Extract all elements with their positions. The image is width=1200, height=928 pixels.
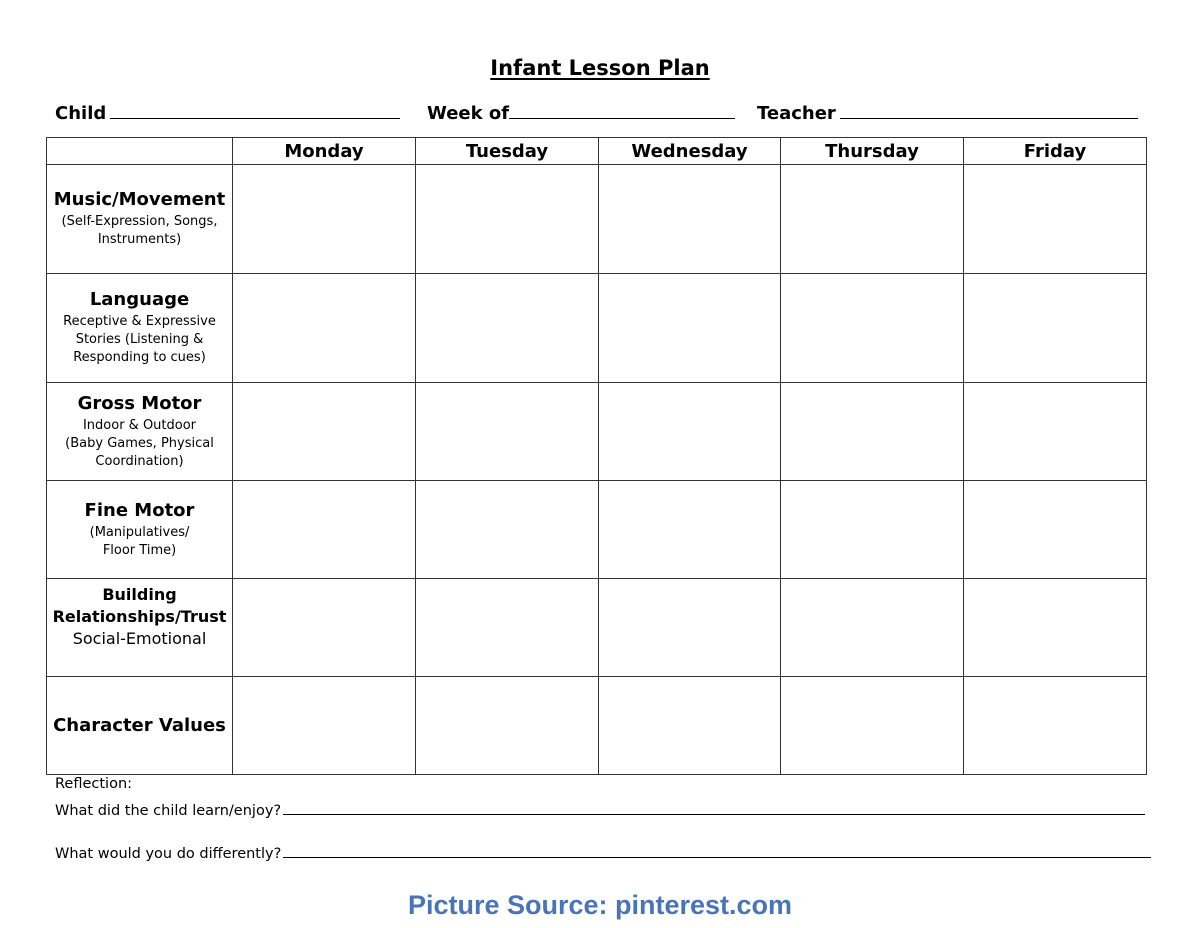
plan-cell[interactable]: [964, 481, 1147, 579]
plan-cell[interactable]: [599, 274, 781, 383]
subtitle-line: Floor Time): [102, 542, 177, 558]
reflection-q2[interactable]: [55, 843, 1151, 862]
table-row: [47, 579, 1147, 677]
category-subtitle: [47, 213, 232, 249]
week-field[interactable]: [427, 100, 735, 124]
plan-cell[interactable]: [781, 677, 964, 775]
plan-cell[interactable]: [599, 165, 781, 274]
category-cell: [47, 481, 233, 579]
day-header: Tuesday: [416, 138, 599, 165]
day-header: Wednesday: [599, 138, 781, 165]
child-field[interactable]: [55, 100, 400, 124]
subtitle-line: (Manipulatives/: [89, 524, 190, 540]
plan-cell[interactable]: [781, 274, 964, 383]
category-subtitle: Social-Emotional: [72, 629, 207, 648]
page-title: Infant Lesson Plan: [490, 56, 710, 80]
q2-line[interactable]: [283, 843, 1151, 858]
category-title: [47, 584, 232, 628]
plan-cell[interactable]: [964, 165, 1147, 274]
week-label: Week of: [427, 103, 510, 124]
q2-label: What would you do differently?: [55, 846, 282, 862]
header-row: [47, 138, 1147, 165]
plan-cell[interactable]: [599, 383, 781, 481]
table-row: [47, 274, 1147, 383]
plan-cell[interactable]: [416, 383, 599, 481]
plan-cell[interactable]: [781, 579, 964, 677]
category-cell: [47, 579, 233, 677]
category-title: Music/Movement: [53, 189, 226, 210]
plan-cell[interactable]: [233, 383, 416, 481]
plan-cell[interactable]: [599, 677, 781, 775]
plan-cell[interactable]: [599, 481, 781, 579]
corner-cell: [47, 138, 233, 165]
plan-cell[interactable]: [233, 579, 416, 677]
category-subtitle: [47, 524, 232, 560]
table-row: [47, 481, 1147, 579]
plan-cell[interactable]: [964, 383, 1147, 481]
plan-cell[interactable]: [416, 677, 599, 775]
category-subtitle: [47, 417, 232, 471]
plan-cell[interactable]: [964, 274, 1147, 383]
picture-source: Picture Source: pinterest.com: [407, 890, 793, 920]
subtitle-line: Responding to cues): [73, 350, 206, 365]
reflection-q1[interactable]: [55, 800, 1145, 819]
category-title: Language: [89, 289, 190, 310]
subtitle-line: Coordination): [95, 453, 184, 469]
plan-cell[interactable]: [781, 165, 964, 274]
category-title: Character Values: [53, 714, 226, 736]
teacher-line[interactable]: [840, 100, 1138, 119]
plan-cell[interactable]: [599, 579, 781, 677]
subtitle-line: (Self-Expression, Songs,: [61, 214, 218, 229]
day-header: Thursday: [781, 138, 964, 165]
subtitle-line: Indoor & Outdoor: [82, 417, 197, 433]
plan-cell[interactable]: [416, 274, 599, 383]
category-title: Gross Motor: [77, 392, 202, 414]
plan-cell[interactable]: [233, 165, 416, 274]
subtitle-line: Stories (Listening &: [75, 332, 204, 347]
plan-cell[interactable]: [233, 481, 416, 579]
day-header: Monday: [233, 138, 416, 165]
plan-cell[interactable]: [233, 677, 416, 775]
title-line: Building: [102, 585, 177, 604]
table-row: [47, 165, 1147, 274]
title-line: Relationships/Trust: [52, 607, 227, 626]
child-line[interactable]: [110, 100, 400, 119]
category-subtitle: [47, 313, 232, 367]
category-cell: [47, 383, 233, 481]
q1-label: What did the child learn/enjoy?: [55, 803, 282, 819]
plan-cell[interactable]: [416, 165, 599, 274]
plan-cell[interactable]: [416, 481, 599, 579]
subtitle-line: Receptive & Expressive: [63, 314, 216, 329]
teacher-label: Teacher: [757, 103, 836, 124]
teacher-field[interactable]: [757, 100, 1138, 124]
category-cell: [47, 274, 233, 383]
plan-cell[interactable]: [416, 579, 599, 677]
lesson-plan-table: [46, 137, 1147, 775]
plan-cell[interactable]: [964, 579, 1147, 677]
category-cell: [47, 165, 233, 274]
plan-cell[interactable]: [781, 481, 964, 579]
child-label: Child: [55, 103, 107, 124]
day-header: Friday: [964, 138, 1147, 165]
info-row: [55, 100, 1145, 126]
category-cell: [47, 677, 233, 775]
subtitle-line: (Baby Games, Physical: [65, 435, 214, 451]
q1-line[interactable]: [283, 800, 1145, 815]
subtitle-line: Instruments): [97, 232, 182, 247]
plan-cell[interactable]: [964, 677, 1147, 775]
plan-cell[interactable]: [233, 274, 416, 383]
category-title: Fine Motor: [84, 499, 195, 521]
week-line[interactable]: [509, 100, 735, 119]
table-row: [47, 677, 1147, 775]
plan-cell[interactable]: [781, 383, 964, 481]
table-row: [47, 383, 1147, 481]
reflection-heading: Reflection:: [55, 776, 133, 792]
